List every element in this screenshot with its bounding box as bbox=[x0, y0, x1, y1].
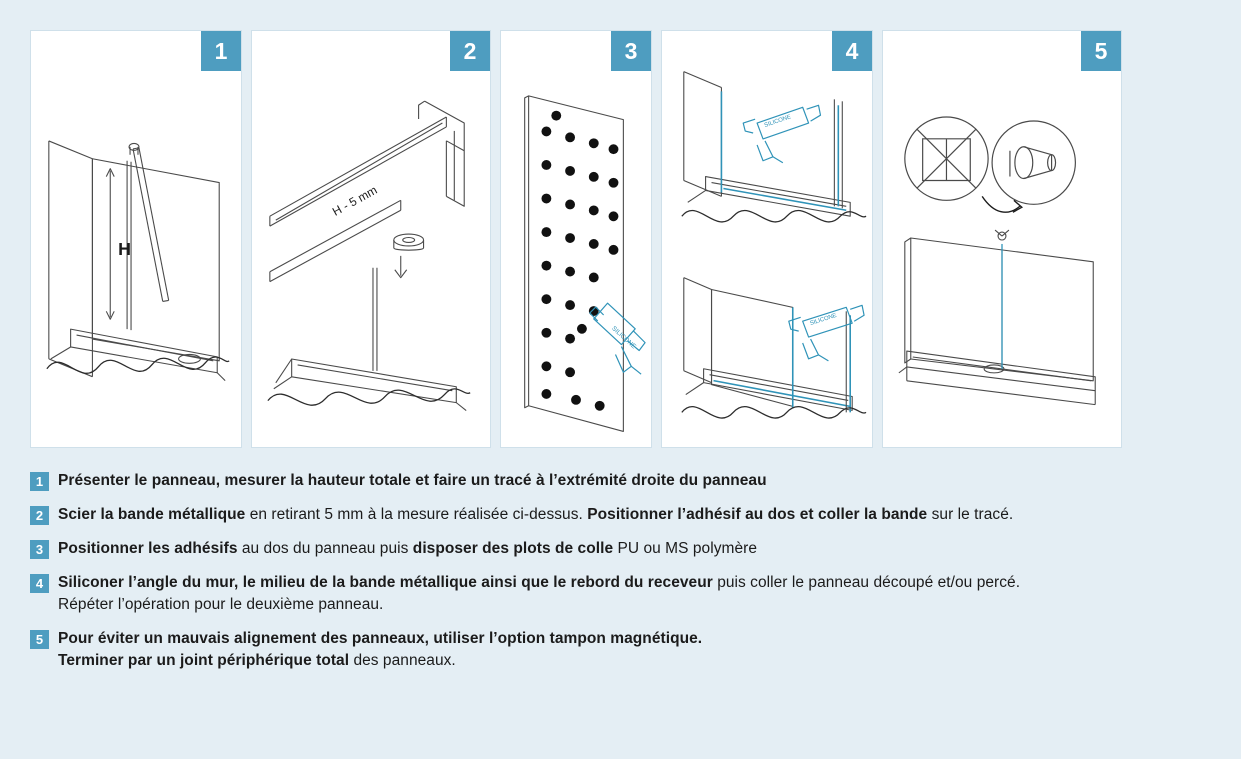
step-1-bold: Présenter le panneau, mesurer la hauteur totale et faire un tracé à l’extrémité droite du panneau bbox=[58, 472, 767, 489]
silicone-tube-label: SILICONE bbox=[610, 325, 638, 351]
step-3 bbox=[30, 538, 1211, 560]
step-2-bold-a: Scier la bande métallique bbox=[58, 506, 250, 523]
step-3-bold-b: disposer des plots de colle bbox=[412, 540, 618, 557]
silicone-label-top: SILICONE bbox=[763, 114, 792, 129]
panel-step-2 bbox=[251, 30, 491, 448]
step-number-2: 2 bbox=[30, 506, 49, 525]
instruction-list bbox=[30, 470, 1211, 684]
panel-badge-3: 3 bbox=[611, 31, 651, 71]
height-label: H bbox=[118, 238, 132, 259]
panel-step-1 bbox=[30, 30, 242, 448]
panel-badge-4: 4 bbox=[832, 31, 872, 71]
panel-badge-5: 5 bbox=[1081, 31, 1121, 71]
glue-dots bbox=[541, 111, 618, 411]
step-4-bold-a: Siliconer l’angle du mur, le milieu de la bande métallique ainsi que le rebord du receveur bbox=[58, 574, 718, 591]
step-5-line2 bbox=[58, 650, 702, 672]
panel-step-3 bbox=[500, 30, 652, 448]
step-4 bbox=[30, 572, 1211, 616]
silicone-label-bottom: SILICONE bbox=[809, 312, 838, 328]
illustration-row bbox=[30, 30, 1211, 448]
step-2-reg-b: sur le tracé. bbox=[931, 506, 1014, 523]
step-2 bbox=[30, 504, 1211, 526]
step-number-3: 3 bbox=[30, 540, 49, 559]
step-3-bold-a: Positionner les adhésifs bbox=[58, 540, 242, 557]
caulking-gun-icon bbox=[789, 305, 864, 360]
step-number-1: 1 bbox=[30, 472, 49, 491]
step-text-2 bbox=[58, 504, 1013, 526]
panel-step-4 bbox=[661, 30, 873, 448]
panel-step-5 bbox=[882, 30, 1122, 448]
caulking-gun-icon bbox=[743, 105, 820, 162]
step-5-bold-b: Terminer par un joint périphérique total bbox=[58, 652, 354, 669]
step-4-reg-a: puis coller le panneau découpé et/ou percé. bbox=[717, 574, 1021, 591]
step-text-4 bbox=[58, 572, 1020, 616]
step-text-1 bbox=[58, 470, 767, 492]
step-text-3 bbox=[58, 538, 757, 560]
step-number-5: 5 bbox=[30, 630, 49, 649]
strip-length-label: H - 5 mm bbox=[329, 182, 380, 219]
step-3-reg-b: PU ou MS polymère bbox=[617, 540, 758, 557]
panel-badge-2: 2 bbox=[450, 31, 490, 71]
step-5-bold-a: Pour éviter un mauvais alignement des panneaux, utiliser l’option tampon magnétique. bbox=[58, 630, 703, 647]
step-number-4: 4 bbox=[30, 574, 49, 593]
panel-badge-1: 1 bbox=[201, 31, 241, 71]
step-1 bbox=[30, 470, 1211, 492]
step-5 bbox=[30, 628, 1211, 672]
step-2-bold-b: Positionner l’adhésif au dos et coller la bande bbox=[587, 506, 932, 523]
step-5-reg-b: des panneaux. bbox=[353, 652, 456, 669]
step-text-5 bbox=[58, 628, 702, 672]
step-4-line2: Répéter l’opération pour le deuxième panneau. bbox=[58, 596, 384, 613]
step-2-reg-a: en retirant 5 mm à la mesure réalisée ci-dessus. bbox=[249, 506, 588, 523]
caulking-gun-icon bbox=[590, 303, 645, 374]
step-3-reg-a: au dos du panneau puis bbox=[241, 540, 413, 557]
